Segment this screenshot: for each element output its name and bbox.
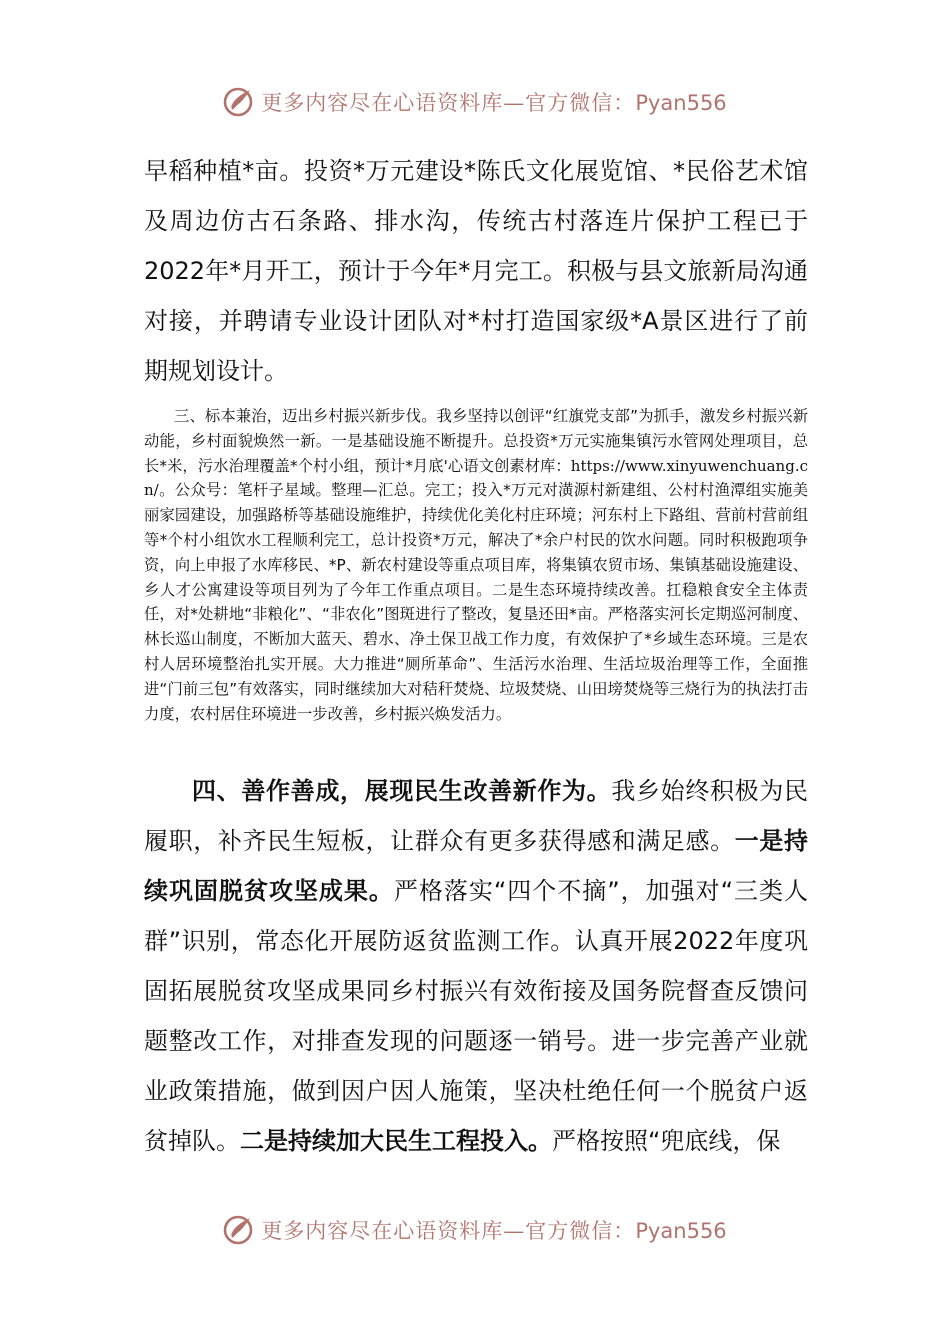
section-three-paragraph: 三、标本兼治，迈出乡村振兴新步伐。我乡坚持以创评“红旗党支部”为抓手，激发乡村振兴新动能，乡村面貌焕然一新。一是基础设施不断提升。总投资*万元实施集镇污水管网处理项目，总长*米，污水治理覆盖*个村小组，预计*月底'心语文创素材库：https://www.xinyuwenchuang.cn/。公众号：笔杆子星域。整理—汇总。完工；投入*万元对潢源村新建组、公村村渔潭组实施美丽家园建设，加强路桥等基础设施维护，持续优化美化村庄环境；河东村上下路组、营前村营前组等*个村小组饮水工程顺利完工，总计投资*万元，解决了*余户村民的饮水问题。同时积极跑项争资，向上申报了水库移民、*P、新农村建设等重点项目库，将集镇农贸市场、集镇基础设施建设、乡人才公寓建设等项目列为了今年工作重点项目。二是生态环境持续改善。扛稳粮食安全主体责任，对*处耕地“非粮化”、“非农化”图斑进行了整改，复垦还田*亩。严格落实河长定期巡河制度、林长巡山制度，不断加大蓝天、碧水、净土保卫战工作力度，有效保护了*乡域生态环境。三是农村人居环境整治扎实开展。大力推进“厕所革命”、生活污水治理、生活垃圾治理等工作，全面推进“门前三包”有效落实，同时继续加大对秸秆焚烧、垃圾焚烧、山田塝焚烧等三烧行为的执法打击力度，农村居住环境进一步改善，乡村振兴焕发活力。 <box>144 407 808 723</box>
header-watermark <box>0 82 950 122</box>
watermark-handle: Pyan556 <box>635 1219 727 1243</box>
footer-watermark <box>0 1210 950 1250</box>
section-four-heading: 四、善作善成，展现民生改善新作为。 <box>192 777 612 805</box>
watermark-text: 更多内容尽在心语资料库—官方微信：Pyan556 <box>261 1219 727 1243</box>
watermark-handle: Pyan556 <box>635 91 727 115</box>
section-four-paragraph: 四、善作善成，展现民生改善新作为。我乡始终积极为民履职，补齐民生短板，让群众有更多获得感和满足感。一是持续巩固脱贫攻坚成果。严格落实“四个不摘”，加强对“三类人群”识别，常态化开展防返贫监测工作。认真开展2022年度巩固拓展脱贫攻坚成果同乡村振兴有效衔接及国务院督查反馈问题整改工作，对排查发现的问题逐一销号。进一步完善产业就业政策措施，做到因户因人施策，坚决杜绝任何一个脱贫户返贫掉队。二是持续加大民生工程投入。严格按照“兜底线，保 <box>144 777 809 1155</box>
point-two-title: 二是持续加大民生工程投入。 <box>240 1127 552 1155</box>
pen-logo-icon <box>223 1213 257 1247</box>
body-paragraph-continued: 早稻种植*亩。投资*万元建设*陈氏文化展览馆、*民俗艺术馆及周边仿古石条路、排水沟，传统古村落连片保护工程已于2022年*月开工，预计于今年*月完工。积极与县文旅新局沟通对接，并聘请专业设计团队对*村打造国家级*A景区进行了前期规划设计。 <box>144 157 808 385</box>
watermark-text: 更多内容尽在心语资料库—官方微信：Pyan556 <box>261 91 727 115</box>
source-url: https://www.xinyuwenchuang.cn/ <box>144 456 808 500</box>
point-one-title: 一是持续巩固脱贫攻坚成果。 <box>144 827 809 905</box>
pen-logo-icon <box>223 85 257 119</box>
